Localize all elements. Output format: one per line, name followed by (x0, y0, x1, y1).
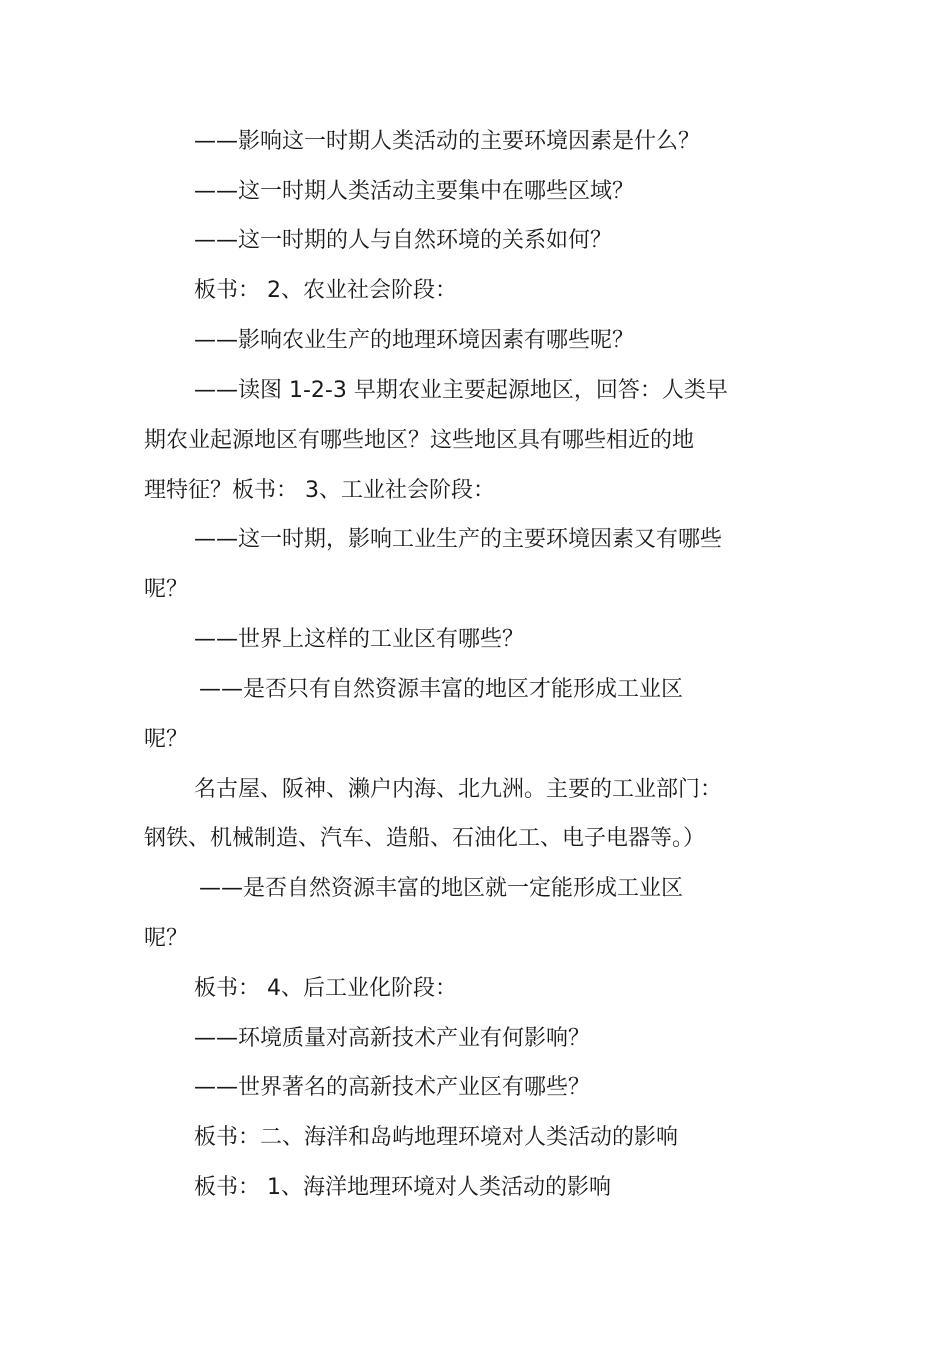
question-line: ——影响这一时期人类活动的主要环境因素是什么？ (194, 129, 701, 154)
question-line: ——世界著名的高新技术产业区有哪些？ (194, 1075, 591, 1100)
question-line: ——这一时期人类活动主要集中在哪些区域？ (194, 179, 635, 204)
body-text-line: 名古屋、阪神、濑户内海、北九洲。主要的工业部门： (194, 777, 723, 802)
board-heading: 板书：二、海洋和岛屿地理环境对人类活动的影响 (194, 1125, 679, 1150)
question-line: ——是否只有自然资源丰富的地区才能形成工业区 (199, 677, 684, 702)
body-text-line: 呢？ (144, 926, 189, 951)
board-heading: 板书： 1、海洋地理环境对人类活动的影响 (194, 1175, 611, 1200)
question-line: ——这一时期的人与自然环境的关系如何？ (194, 228, 613, 253)
question-line: ——影响农业生产的地理环境因素有哪些呢？ (194, 328, 635, 353)
question-line: ——这一时期，影响工业生产的主要环境因素又有哪些 (194, 527, 723, 552)
body-text-line: 呢？ (144, 577, 189, 602)
question-line: ——世界上这样的工业区有哪些？ (194, 627, 525, 652)
body-text-line: 钢铁、机械制造、汽车、造船、石油化工、电子电器等。） (144, 826, 706, 851)
board-heading: 板书： 4、后工业化阶段： (194, 976, 457, 1001)
body-text-line: 理特征？板书： 3、工业社会阶段： (144, 478, 495, 503)
body-text-line: 期农业起源地区有哪些地区？这些地区具有哪些相近的地 (144, 428, 695, 453)
question-line: ——读图 1-2-3 早期农业主要起源地区，回答：人类早 (194, 378, 728, 403)
body-text-line: 呢？ (144, 727, 189, 752)
board-heading: 板书： 2、农业社会阶段： (194, 278, 457, 303)
question-line: ——是否自然资源丰富的地区就一定能形成工业区 (199, 876, 684, 901)
question-line: ——环境质量对高新技术产业有何影响？ (194, 1026, 591, 1051)
